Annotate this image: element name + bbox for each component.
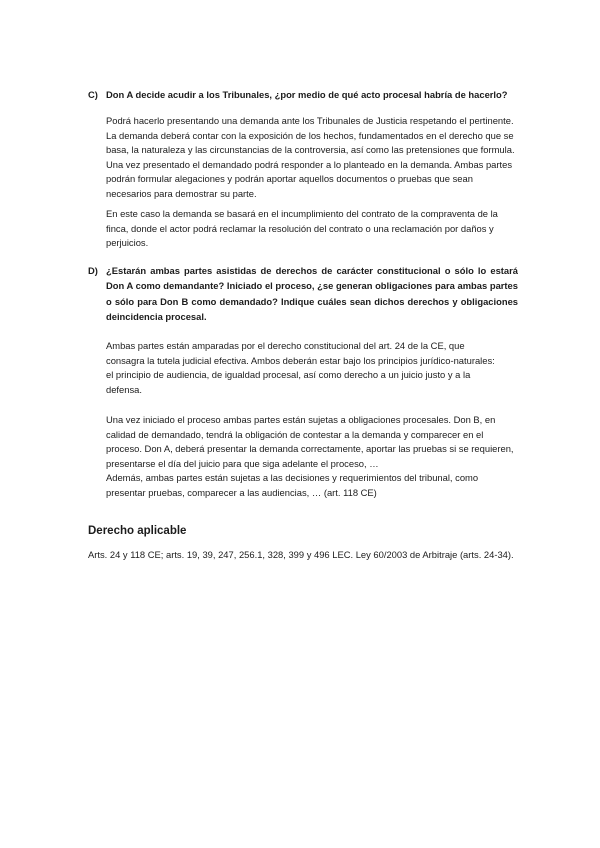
- question-c-text: Don A decide acudir a los Tribunales, ¿por medio de qué acto procesal habría de hacerlo?: [106, 89, 508, 100]
- answer-c-text-2: En este caso la demanda se basará en el incumplimiento del contrato de la compraventa de la finca, donde el actor podrá reclamar la resolución del contrato o una reclamación por daños y perjuicios.: [106, 208, 498, 249]
- answer-c-paragraph-2: [106, 207, 520, 251]
- question-d: [88, 263, 528, 327]
- question-c-letter: C): [88, 89, 98, 100]
- answer-d-paragraph-2: [106, 413, 520, 501]
- derecho-text: Arts. 24 y 118 CE; arts. 19, 39, 247, 256.1, 328, 399 y 496 LEC. Ley 60/2003 de Arbitraje (arts. 24-34).: [88, 549, 514, 560]
- derecho-heading: Derecho aplicable: [88, 525, 187, 537]
- question-c: [88, 87, 528, 103]
- answer-d-text-1: Ambas partes están amparadas por el derecho constitucional del art. 24 de la CE, que consagra la tutela judicial efectiva. Ambos deberán estar bajo los principios jurídico-naturales: el principio de audiencia, de igualdad procesal, así como derecho a un juicio justo y a la defensa.: [106, 340, 495, 395]
- answer-c-text-1: Podrá hacerlo presentando una demanda ante los Tribunales de Justicia respetando el pertinente. La demanda deberá contar con la exposición de los hechos, fundamentados en el derecho que se basa, la naturaleza y las circunstancias de la controversia, así como las pretensiones que formula. Una vez presentado el demandado podrá responder a lo planteado en la demanda. Ambas partes podrán formular alegaciones y podrán aportar aquellos documentos o pruebas que sean necesarios para demostrar su parte.: [106, 115, 515, 199]
- answer-d-paragraph-1: [106, 339, 501, 397]
- question-d-letter: D): [88, 265, 98, 276]
- answer-d-text-2b: Además, ambas partes están sujetas a las decisiones y requerimientos del tribunal, como presentar pruebas, comparecer a las audiencias, … (art. 118 CE): [106, 472, 479, 498]
- answer-c-paragraph-1: [106, 114, 518, 202]
- question-d-text: ¿Estarán ambas partes asistidas de derechos de carácter constitucional o sólo lo estará Don A como demandante? Iniciado el proceso, ¿se generan obligaciones para ambas partes o sólo para Don B como demandado? Indique cuáles sean dichos derechos y obligaciones deincidencia procesal.: [106, 265, 518, 323]
- answer-d-text-2a: Una vez iniciado el proceso ambas partes están sujetas a obligaciones procesales. Don B, en calidad de demandado, tendrá la obligación de contestar a la demanda y comparecer en el proceso. Don A, deberá presentar la demanda correctamente, aportar las pruebas si se requieren, presentarse el día del juicio para que siga adelante el proceso, …: [106, 414, 514, 469]
